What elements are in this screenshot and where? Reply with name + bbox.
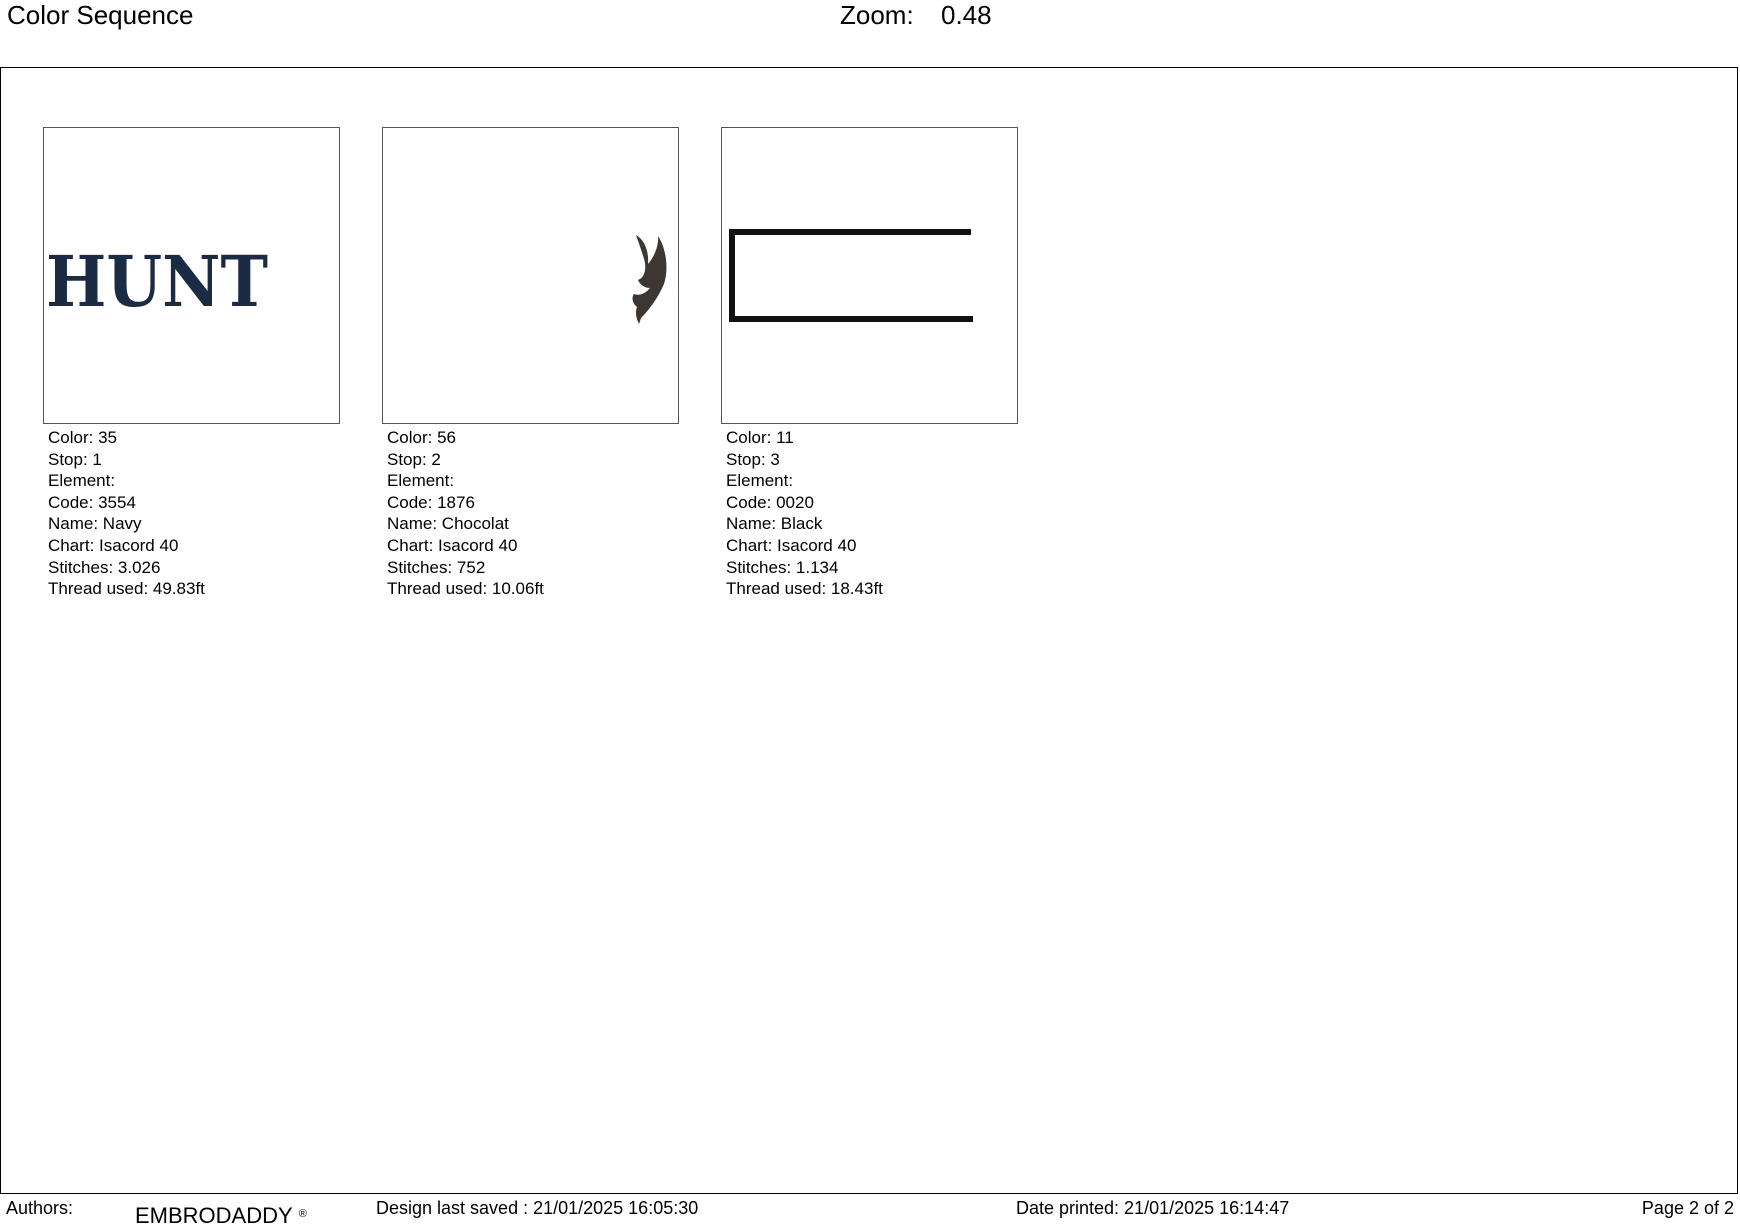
footer-date-printed: Date printed: 21/01/2025 16:14:47 bbox=[1016, 1198, 1290, 1218]
stop-1-stop: Stop: 1 bbox=[48, 449, 102, 469]
stop-3-name: Name: Black bbox=[726, 514, 823, 534]
color-stop-card-2 bbox=[382, 127, 679, 600]
bracket-outline-icon bbox=[722, 128, 1019, 425]
footer-brand-name: EMBRODADDY bbox=[135, 1203, 293, 1228]
zoom-value: 0.48 bbox=[941, 0, 992, 30]
stop-1-info bbox=[43, 427, 340, 600]
stop-2-stop: Stop: 2 bbox=[387, 449, 441, 469]
footer-brand bbox=[135, 1200, 307, 1230]
hunt-text: HUNT bbox=[46, 240, 268, 323]
stop-3-stop: Stop: 3 bbox=[726, 449, 780, 469]
stop-1-preview bbox=[43, 127, 340, 424]
footer-last-saved: Design last saved : 21/01/2025 16:05:30 bbox=[376, 1198, 699, 1218]
stop-3-element: Element: bbox=[726, 471, 794, 491]
stop-2-chart: Chart: Isacord 40 bbox=[387, 535, 518, 555]
page-title: Color Sequence bbox=[7, 0, 194, 30]
stop-3-color: Color: 11 bbox=[726, 428, 794, 447]
stop-1-name: Name: Navy bbox=[48, 514, 142, 534]
stop-1-color: Color: 35 bbox=[48, 428, 117, 447]
stop-1-thread: Thread used: 49.83ft bbox=[48, 579, 205, 599]
stop-3-chart: Chart: Isacord 40 bbox=[726, 535, 857, 555]
antler-icon bbox=[383, 128, 680, 425]
stop-2-thread: Thread used: 10.06ft bbox=[387, 579, 544, 599]
stop-2-name: Name: Chocolat bbox=[387, 514, 509, 534]
footer-authors-label: Authors: bbox=[6, 1198, 74, 1218]
stop-3-code: Code: 0020 bbox=[726, 492, 814, 512]
stop-1-code: Code: 3554 bbox=[48, 492, 136, 512]
color-stop-card-3 bbox=[721, 127, 1018, 600]
stop-3-preview bbox=[721, 127, 1018, 424]
stop-1-stitches: Stitches: 3.026 bbox=[48, 557, 161, 577]
stop-1-element: Element: bbox=[48, 471, 116, 491]
footer-page-number: Page 2 of 2 bbox=[1641, 1198, 1734, 1218]
stop-2-element: Element: bbox=[387, 471, 455, 491]
stop-1-chart: Chart: Isacord 40 bbox=[48, 535, 179, 555]
color-stop-card-1 bbox=[43, 127, 340, 600]
hunt-text-icon bbox=[44, 128, 341, 425]
stop-2-info bbox=[382, 427, 679, 600]
registered-mark: ® bbox=[298, 1208, 307, 1220]
stop-3-info bbox=[721, 427, 1018, 600]
zoom-label: Zoom: bbox=[840, 0, 914, 30]
stop-2-preview bbox=[382, 127, 679, 424]
stop-3-thread: Thread used: 18.43ft bbox=[726, 579, 883, 599]
stop-2-stitches: Stitches: 752 bbox=[387, 557, 486, 577]
stop-2-color: Color: 56 bbox=[387, 428, 456, 447]
stop-2-code: Code: 1876 bbox=[387, 492, 475, 512]
stop-3-stitches: Stitches: 1.134 bbox=[726, 557, 839, 577]
